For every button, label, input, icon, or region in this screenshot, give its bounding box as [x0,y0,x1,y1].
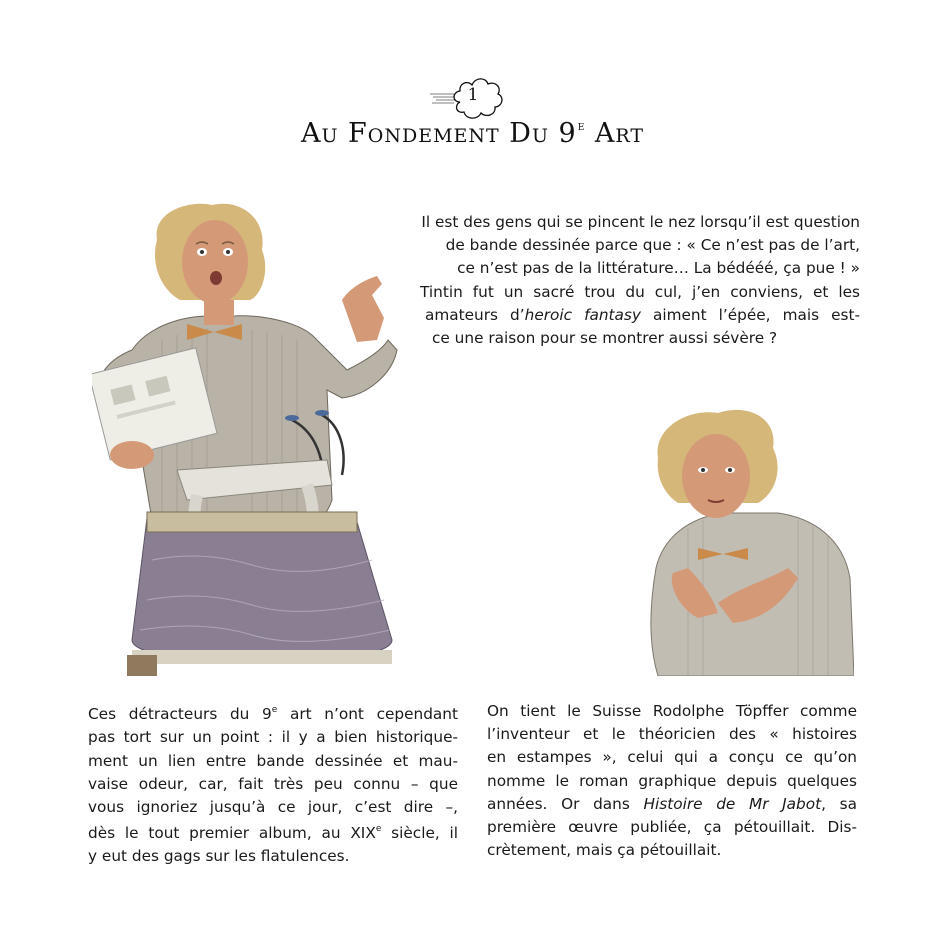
left-column-line: ment un lien entre bande dessinée et mau- [88,751,458,770]
right-column-line [487,793,857,816]
intro-line-text: Tintin fut un sacré trou du cul, j’en conviens, et les [420,282,860,301]
intro-line [380,304,860,327]
intro-line [380,327,860,350]
left-column-line: vous ignoriez jusqu’à ce jour, c’est dire –, [88,797,458,816]
left-column-line [88,819,458,845]
right-column-line: nomme le roman graphique depuis quelques [487,771,857,790]
left-column-line: pas tort sur un point : il y a bien historique- [88,728,458,747]
right-column-text: années. Or dans [487,794,644,813]
illustration-presenter [648,408,854,676]
left-column-paragraph [88,700,458,869]
intro-line: ce n’est pas de la littérature… La bédééé, ça pue ! » [457,259,860,278]
left-column-line [88,700,458,726]
right-column-text: , sa [821,794,857,813]
book-title-italic: Histoire de Mr Jabot [643,794,822,813]
chapter-number: 1 [467,85,479,105]
chapter-title-superscript: e [577,119,586,134]
intro-line-text: aiment l’épée, mais est- [640,305,860,324]
right-column-line: l’inventeur et le théoricien des « histoires [487,725,857,744]
right-column-line: On tient le Suisse Rodolphe Töpffer comme [487,702,857,720]
chapter-title [0,118,945,149]
left-column-text: art n’ont cependant [277,705,458,724]
right-column-paragraph [487,700,857,862]
left-column-text: siècle, il [381,824,459,843]
left-column-text: Ces détracteurs du 9 [88,705,272,724]
intro-line [380,281,860,304]
intro-line-text: ce une raison pour se montrer aussi sévère ? [432,329,778,348]
intro-line: Il est des gens qui se pincent le nez lorsqu’il est question [421,213,860,231]
right-column-line: en estampes », celui qui a conçu ce qu’on [487,748,857,767]
illustration-lecturer [92,200,400,676]
left-column-text: dès le tout premier album, au XIX [88,824,376,843]
right-column-line: première œuvre publiée, ça pétouillait. Dis- [487,818,857,837]
intro-line: de bande dessinée parce que : « Ce n’est pas de l’art, [445,236,860,255]
chapter-title-part1: Au Fondement Du 9 [300,118,577,149]
superscript: e [271,705,278,715]
intro-italic: heroic fantasy [524,305,641,324]
intro-line-text: amateurs d’ [425,305,525,324]
left-column-line: y eut des gags sur les flatulences. [88,847,350,866]
intro-paragraph [380,211,860,350]
left-column-line: vaise odeur, car, fait très peu connu – que [88,774,458,793]
superscript: e [375,824,382,835]
chapter-title-part2: Art [585,118,645,149]
right-column-line: crètement, mais ça pétouillait. [487,841,722,860]
